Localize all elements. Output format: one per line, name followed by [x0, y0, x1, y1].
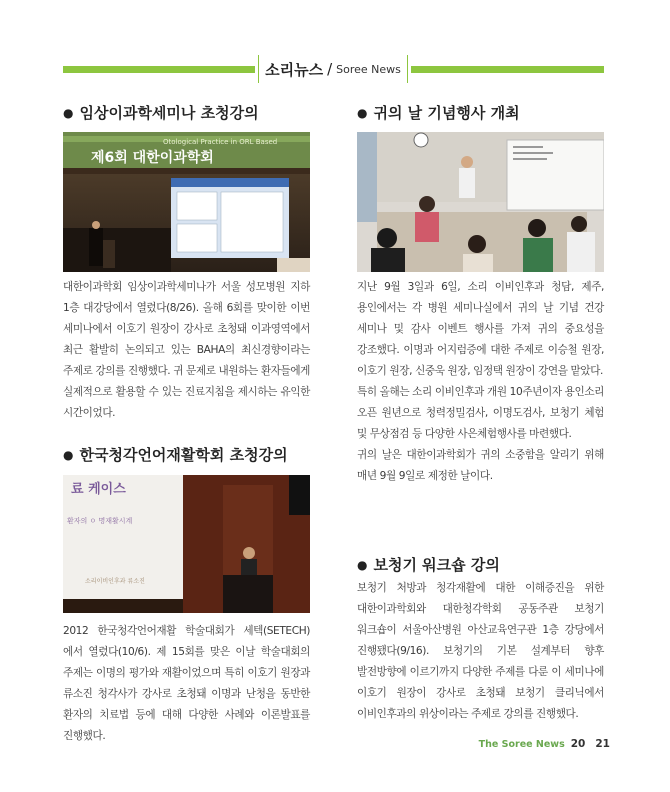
header-bar-left [63, 66, 255, 73]
slide-footer: 소리이비인후과 류소진 [85, 578, 145, 585]
bullet-icon: ● [63, 105, 74, 120]
header-divider [258, 55, 259, 83]
bullet-icon: ● [357, 557, 368, 572]
slide-subtitle: 환자의 ㅇ 명재활시계 [67, 517, 133, 525]
article-body: 보청기 처방과 청각재활에 대한 이해증진을 위한 대한이과학회와 대한청각학회 공동주관 보청기 워크숍이 서울아산병원 아산교육연구관 1층 강당에서 진행됐다(9/16). 보청기의 기본 설계부터 향후 발전방향에 이르기까지 다양한 주제를 다룬 이 세미나에 이호기 원장이 강사로 초청돼 보청기 클리닉에서 이비인후과의 위상이라는 주제로 강의를 진행했다. [357, 582, 604, 720]
lecture-photo [63, 475, 310, 613]
article-body: 2012 한국청각언어재활 학술대회가 세텍(SETECH)에서 열렸다(10/6). 제 15회를 맞은 이날 학술대회의 주제는 이명의 평가와 재활이었으며 특히 이호기 원장과 류소진 청각사가 강사로 초청돼 이명과 난청을 동반한 환자의 치료법 등에 대해 다양한 사례와 이론발표를 진행했다. [63, 625, 310, 742]
header-bar-right [411, 66, 604, 73]
magazine-name: The Soree News [478, 738, 565, 750]
banner-subtitle: Otological Practice in ORL Based [163, 138, 278, 146]
header-title-en: Soree News [336, 62, 401, 76]
bullet-icon: ● [63, 447, 74, 462]
article-paragraph: 특히 올해는 소리 이비인후과 개원 10주년이자 용인소리 오픈 원년으로 청력정밀검사, 이명도검사, 보청기 체험 및 무상점검 등 다양한 사은체험행사를 마련했다. [357, 386, 604, 440]
page-footer [478, 736, 610, 752]
article-body: 대한이과학회 임상이과학세미나가 서울 성모병원 지하 1층 대강당에서 열렸다(8/26). 올해 6회를 맞이한 이번 세미나에서 이호기 원장이 강사로 초청돼 이과영역에서 최근 활발히 논의되고 있는 BAHA의 최신경향이라는 주제로 강의를 진행했다. 귀 문제로 내원하는 환자들에게 실제적으로 활용할 수 있는 진료지침을 제시하는 유익한 시간이었다. [63, 281, 310, 419]
header-title [255, 54, 411, 84]
seminar-photo [63, 132, 310, 272]
page-number-left: 20 [570, 738, 586, 750]
article-title-text: 귀의 날 기념행사 개최 [373, 104, 520, 122]
header-slash: / [327, 60, 333, 78]
bullet-icon: ● [357, 105, 368, 120]
article-title [357, 554, 500, 575]
article-title-text: 한국청각언어재활학회 초청강의 [79, 446, 288, 464]
article-title-text: 보청기 워크숍 강의 [373, 556, 500, 574]
section-header [63, 54, 604, 84]
article-paragraph: 귀의 날은 대한이과학회가 귀의 소중함을 알리기 위해 매년 9월 9일로 제정한 날이다. [357, 449, 604, 482]
banner-text: 제6회 대한이과학회 [91, 150, 214, 166]
article-title [63, 102, 259, 123]
article-title [63, 444, 288, 465]
slide-title: 료 케이스 [71, 482, 126, 497]
header-title-ko: 소리뉴스 [265, 60, 324, 79]
header-divider [407, 55, 408, 83]
event-photo [357, 132, 604, 272]
article-title [357, 102, 520, 123]
article-title-text: 임상이과학세미나 초청강의 [79, 104, 259, 122]
page-number-right: 21 [595, 738, 610, 750]
article-paragraph: 지난 9월 3일과 6일, 소리 이비인후과 청담, 제주, 용인에서는 각 병원 세미나실에서 귀의 날 기념 건강 세미나 및 감사 이벤트 행사를 가져 귀의 중요성을 강조했다. 이명과 어지럼증에 대한 주제로 이승철 원장, 이호기 원장, 신중욱 원장, 임정택 원장이 강연을 맡았다. [357, 281, 604, 377]
